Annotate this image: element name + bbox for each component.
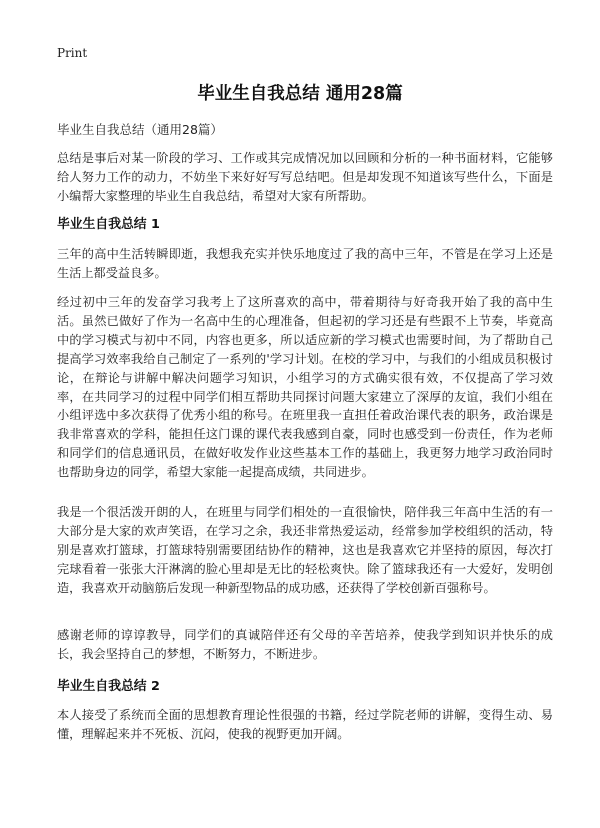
section-heading-2: 毕业生自我总结 2 — [57, 679, 160, 694]
print-link[interactable]: Print — [57, 46, 88, 60]
document-subtitle: 毕业生自我总结（通用28篇） — [57, 122, 223, 137]
document-title: 毕业生自我总结 通用28篇 — [197, 84, 403, 104]
section-1-paragraph-1: 三年的高中生活转瞬即逝，我想我充实并快乐地度过了我的高中三年，不管是在学习上还是生活上都受益良多。 — [57, 247, 553, 280]
section-1-paragraph-3: 我是一个很活泼开朗的人，在班里与同学们相处的一直很愉快，陪伴我三年高中生活的有一大部分是大家的欢声笑语，在学习之余，我还非常热爱运动，经常参加学校组织的活动，特别是喜欢打篮球，打篮球特别需要团结协作的精神，这也是我喜欢它并坚持的原因，每次打完球看着一张张大汗淋漓的脸心里却是无比的轻松爽快。除了篮球我还有一大爱好，发明创造，我喜欢开动脑筋后发现一种新型物品的成功感，还获得了学校创新百强称号。 — [57, 505, 553, 595]
section-heading-1: 毕业生自我总结 1 — [57, 217, 160, 232]
section-1-paragraph-4: 感谢老师的谆谆教导，同学们的真诚陪伴还有父母的辛苦培养，使我学到知识并快乐的成长，我会坚持自己的梦想，不断努力，不断进步。 — [57, 628, 553, 661]
section-1-paragraph-2: 经过初中三年的发奋学习我考上了这所喜欢的高中，带着期待与好奇我开始了我的高中生活。虽然已做好了作为一名高中生的心理准备，但起初的学习还是有些跟不上节奏，毕竟高中的学习模式与初中不同，内容也更多，所以适应新的学习模式也需要时间，为了帮助自己提高学习效率我给自己制定了一系列的'学习计划。在校的学习中，与我们的小组成员积极讨论，在辩论与讲解中解决问题学习知识，小组学习的方式确实很有效，不仅提高了学习效率，在共同学习的过程中同学们相互帮助共同探讨问题大家建立了深厚的友谊，我们小组在小组评选中多次获得了优秀小组的称号。在班里我一直担任着政治课代表的职务，政治课是我非常喜欢的学科，能担任这门课的课代表我感到自豪，同时也感受到一份责任，作为老师和同学们的信息通讯员，在做好收发作业这些基本工作的基础上，我更努力地学习政治同时也帮助身边的同学，希望大家能一起提高成绩，共同进步。 — [57, 295, 553, 480]
intro-paragraph: 总结是事后对某一阶段的学习、工作或其完成情况加以回顾和分析的一种书面材料，它能够给人努力工作的动力，不妨坐下来好好写写总结吧。但是却发现不知道该写些什么，下面是小编帮大家整理的毕业生自我总结，希望对大家有所帮助。 — [57, 151, 553, 203]
section-2-paragraph-1: 本人接受了系统而全面的思想教育理论性很强的书籍，经过学院老师的讲解，变得生动、易懂，理解起来并不死板、沉闷，使我的视野更加开阔。 — [57, 708, 553, 741]
